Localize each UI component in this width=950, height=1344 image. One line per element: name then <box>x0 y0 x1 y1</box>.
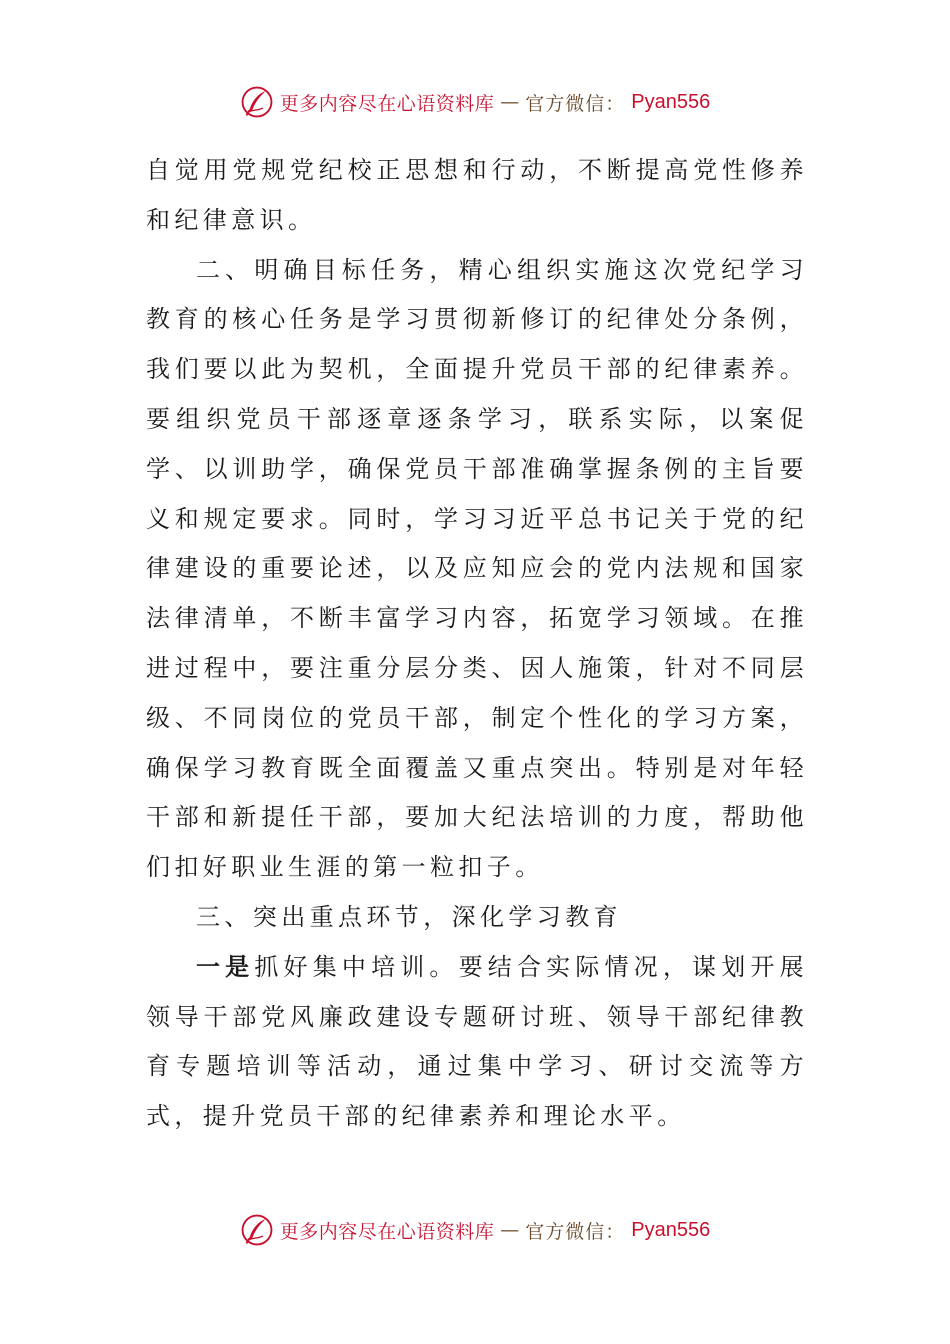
banner-slogan: 更多内容尽在心语资料库 <box>279 1220 495 1243</box>
banner-wechat-label: 官方微信： <box>525 1220 626 1243</box>
quill-pen-logo-icon <box>240 1213 274 1247</box>
banner-wechat-id: Pyan556 <box>631 1218 711 1241</box>
paragraph-text: 自觉用党规党纪校正思想和行动，不断提高党性修养和纪律意识。 <box>146 156 808 234</box>
paragraph-point-one <box>146 943 808 1142</box>
paragraph-continuation <box>146 146 808 246</box>
point-lead: 一是 <box>196 952 255 981</box>
banner-separator: — <box>500 1219 520 1241</box>
quill-pen-logo-icon <box>240 85 274 119</box>
paragraph-text: 二、明确目标任务，精心组织实施这次党纪学习教育的核心任务是学习贯彻新修订的纪律处分条例，我们要以此为契机，全面提升党员干部的纪律素养。要组织党员干部逐章逐条学习，联系实际，以案促学、以训助学，确保党员干部准确掌握条例的主旨要义和规定要求。同时，学习习近平总书记关于党的纪律建设的重要论述，以及应知应会的党内法规和国家法律清单，不断丰富学习内容，拓宽学习领域。在推进过程中，要注重分层分类、因人施策，针对不同层级、不同岗位的党员干部，制定个性化的学习方案，确保学习教育既全面覆盖又重点突出。特别是对年轻干部和新提任干部，要加大纪法培训的力度，帮助他们扣好职业生涯的第一粒扣子。 <box>146 255 808 882</box>
banner-wechat-label: 官方微信： <box>525 92 626 115</box>
document-body <box>146 146 808 1142</box>
paragraph-text: 抓好集中培训。要结合实际情况，谋划开展领导干部党风廉政建设专题研讨班、领导干部纪律教育专题培训等活动，通过集中学习、研讨交流等方式，提升党员干部的纪律素养和理论水平。 <box>146 952 808 1131</box>
heading-text: 三、突出重点环节，深化学习教育 <box>196 902 622 931</box>
banner-separator: — <box>500 91 520 113</box>
section-heading-three <box>146 893 808 943</box>
banner-slogan: 更多内容尽在心语资料库 <box>279 92 495 115</box>
header-banner <box>0 82 950 122</box>
banner-wechat-id: Pyan556 <box>631 90 711 113</box>
footer-banner <box>0 1210 950 1250</box>
paragraph-section-two <box>146 246 808 893</box>
